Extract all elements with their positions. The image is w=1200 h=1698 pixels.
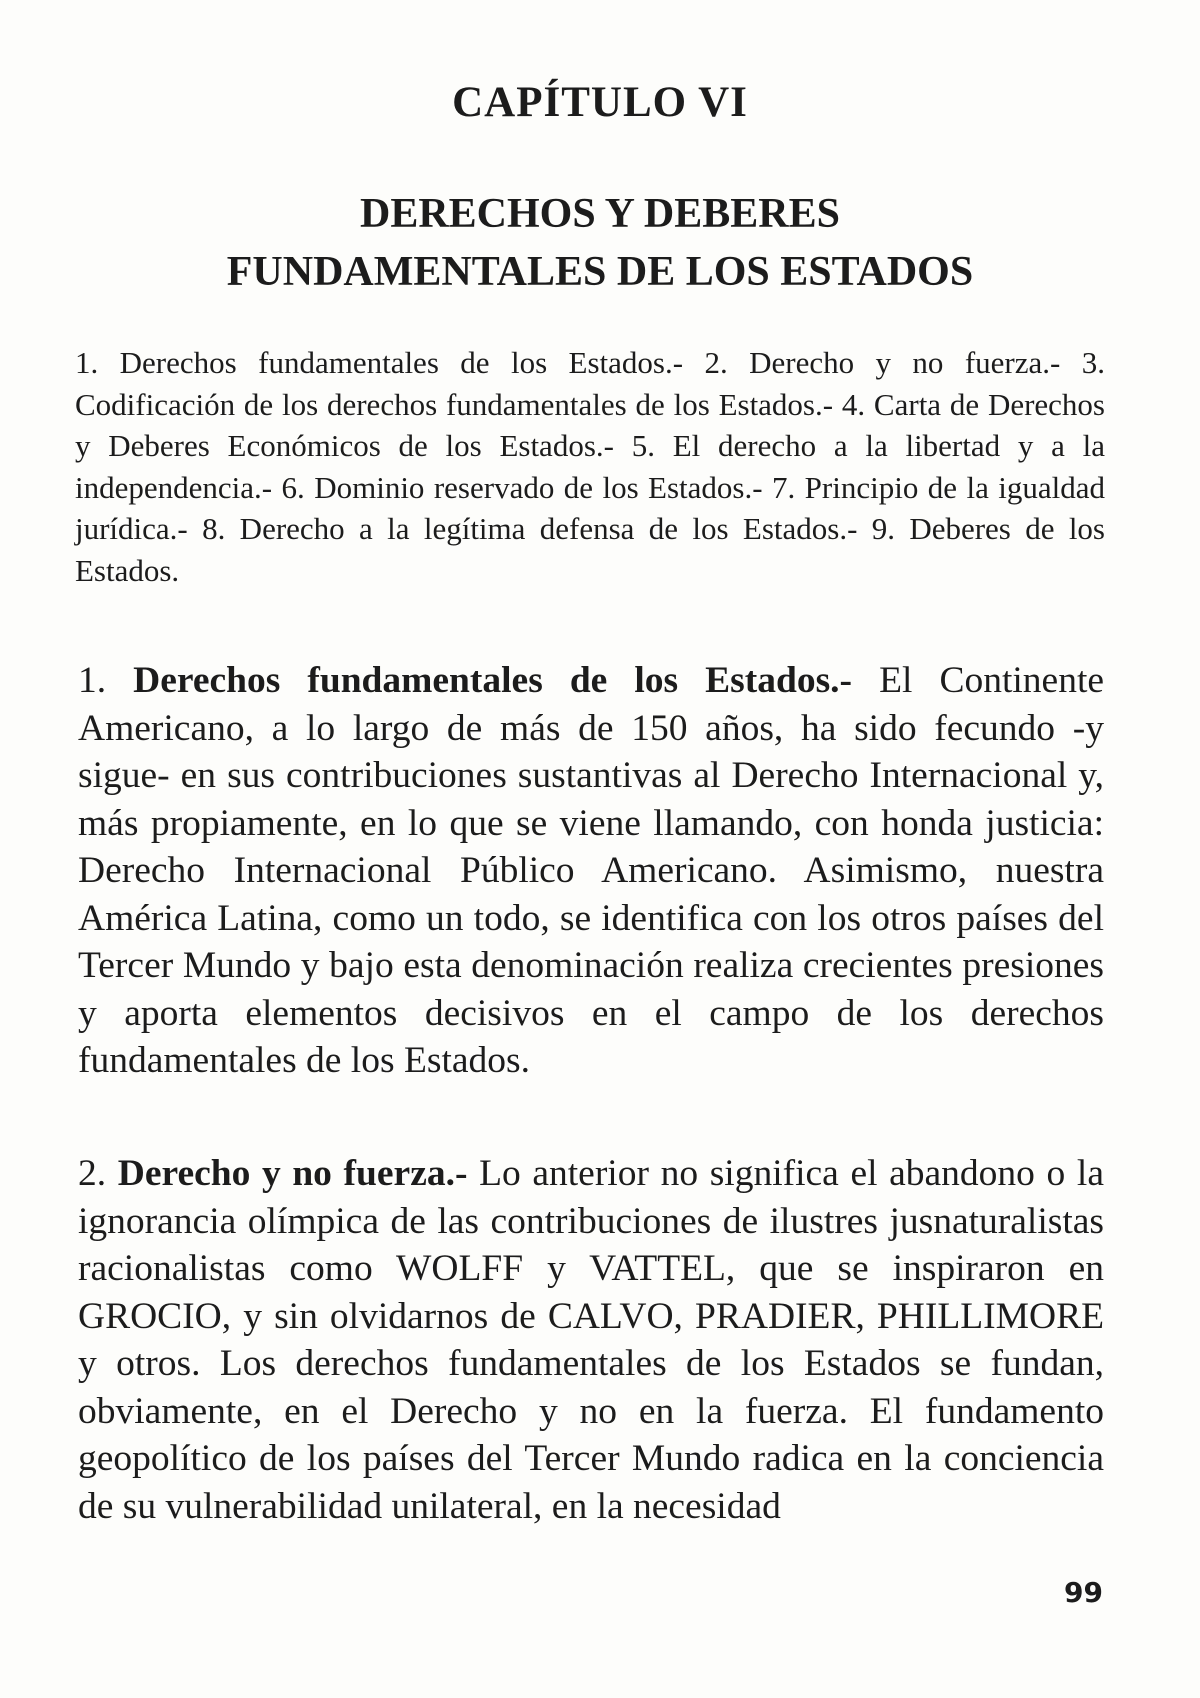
page-number: 99 <box>1064 1576 1103 1609</box>
section-title-line-2: FUNDAMENTALES DE LOS ESTADOS <box>226 249 974 295</box>
section-title-line-1: DERECHOS Y DEBERES <box>359 191 840 237</box>
paragraph-2 <box>78 1150 1104 1530</box>
section-title <box>0 185 1200 301</box>
chapter-summary: 1. Derechos fundamentales de los Estados.- 2. Derecho y no fuerza.- 3. Codificación de los derechos fundamentales de los Estados.- 4. Carta de Derechos y Deberes Económicos de los Estados.- 5. El derecho a la libertad y a la independencia.- 6. Dominio reservado de los Estados.- 7. Principio de la igualdad jurídica.- 8. Derecho a la legítima defensa de los Estados.- 9. Deberes de los Estados. <box>75 345 1105 588</box>
paragraph-2-number: 2. <box>78 1153 107 1194</box>
paragraph-1-number: 1. <box>78 660 107 701</box>
paragraph-1-body: El Continente Americano, a lo largo de más de 150 años, ha sido fecundo -y sigue- en sus contribuciones sustantivas al Derecho Internacional y, más propiamente, en lo que se viene llamando, con honda justicia: Derecho Internacional Público Americano. Asimismo, nuestra América Latina, como un todo, se identifica con los otros países del Tercer Mundo y bajo esta denominación realiza crecientes presiones y aporta elementos decisivos en el campo de los derechos fundamentales de los Estados. <box>78 660 1105 1081</box>
paragraph-2-body: Lo anterior no significa el abandono o la ignorancia olímpica de las contribuciones de ilustres jusnaturalistas racionalistas como WOLFF y VATTEL, que se inspiraron en GROCIO, y sin olvidarnos de CALVO, PRADIER, PHILLIMORE y otros. Los derechos fundamentales de los Estados se fundan, obviamente, en el Derecho y no en la fuerza. El fundamento geopolítico de los países del Tercer Mundo radica en la conciencia de su vulnerabilidad unilateral, en la necesidad <box>78 1153 1104 1527</box>
chapter-title: CAPÍTULO VI <box>452 79 748 126</box>
paragraph-1-heading: Derechos fundamentales de los Estados.- <box>133 660 853 701</box>
paragraph-2-heading: Derecho y no fuerza.- <box>117 1153 468 1194</box>
paragraph-1 <box>78 657 1104 1085</box>
